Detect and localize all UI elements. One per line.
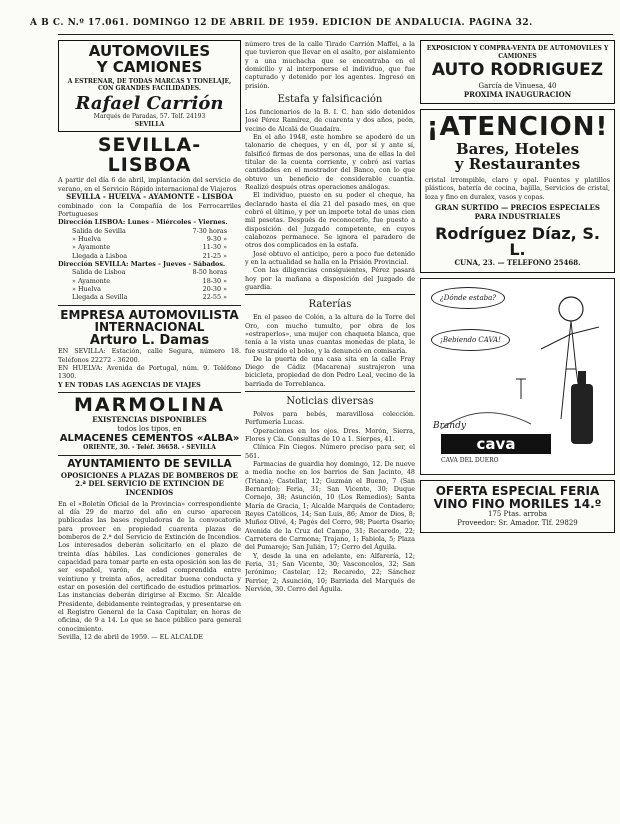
ad-damas-name: Arturo L. Damas <box>89 332 210 348</box>
ad-marmolina-title: MARMOLINA <box>73 394 226 417</box>
ad-atencion-title: ¡ATENCION! <box>426 112 609 143</box>
ad-rodriguez-note: PROXIMA INAUGURACION <box>463 89 572 99</box>
ad-carrion-line1: AUTOMOVILES <box>88 42 211 60</box>
noticias-p4: Farmacias de guardia hoy domingo, 12. De nueve a media noche en los barrios de San Jacinto, 48 (Triana); Castellar, 12; Guzmán el Bueno, 7 (San Bernardo); Feria, 31; San Vicente, 30; Duque Cornejo, 38; Asunción, 10 (Los Remedios); Santa María de Gracia, 1; Alcalde Marqués de Contadero; Reyes Católicos, 14; San Luis, 86; Amor de Dios, 8; Muñoz Olivé, 4; Pagés del Corro, 98; Puerta Osario; Avenida de la Cruz del Campo, 31; Recaredo, 22; Carretera de Carmona; Trajano, 1; Fabiola, 5; Plaza del Pumarejo; San Julián, 17; Cerro del Águila. <box>245 460 415 552</box>
ad-moriles-prov: Proveedor: Sr. Amador. Tlf. 29829 <box>457 518 578 527</box>
cava-brandy-label: Brandy <box>433 420 466 431</box>
schedule-row: » Ayamonte 11-30 » <box>72 243 227 252</box>
ad-moriles <box>420 480 615 533</box>
raterias-p1: En el paseo de Colón, a la altura de la Torre del Oro, con mucho tumulto, por obra de los «estraperlos», una mujer con chaqueta blanca, que tenía a la vista unas cuantas monedas de plata, le fue sustraído el bolso, y la denunció en comisaría. <box>245 313 415 355</box>
ad-damas-p2: EN HUELVA: Avenida de Portugal, núm. 9. Teléfono 1300. <box>58 364 241 381</box>
ad-marmolina-sub2: todos los tipos, en <box>117 424 182 433</box>
schedule-row: Salida de Sevilla 7-30 horas <box>72 226 227 235</box>
ad-rodriguez-addr: García de Vinuesa, 40 <box>478 81 557 90</box>
column-right <box>420 40 615 815</box>
ad-damas <box>58 309 241 389</box>
ad-atencion-addr: CUNA, 23. — TELEFONO 25468. <box>454 258 581 268</box>
ad-atencion-l2: y Restaurantes <box>454 155 581 174</box>
divider <box>58 305 241 306</box>
ad-lisboa-p2: combinado con la Compañía de los Ferrocarriles Portugueses <box>58 201 241 218</box>
ad-lisboa-dir1: Dirección LISBOA: Lunes - Miércoles - Viernes. <box>58 218 228 227</box>
ad-auto-rodriguez <box>420 40 615 104</box>
header-rule <box>58 34 613 35</box>
ad-moriles-price: 175 Ptas. arroba <box>487 510 548 519</box>
ad-carrion-line2: Y CAMIONES <box>96 57 203 76</box>
ad-carrion-city: SEVILLA <box>134 120 165 128</box>
ad-marmolina <box>58 396 241 451</box>
ad-atencion-body: cristal irrompible, claro y opal. Fuentes y platillos plásticos, batería de cocina, bajilla, Servicios de cristal, loza y fino en duralex, vasos y copas. <box>425 176 610 201</box>
ayto-subtitle: OPOSICIONES A PLAZAS DE BOMBEROS DE 2.ª DEL SERVICIO DE EXTINCION DE INCENDIOS <box>60 470 239 498</box>
cava-maker: CAVA DEL DUERO <box>441 456 499 464</box>
noticias-p1: Polvos para bebés, maravillosa colección. Perfumería Lucas. <box>245 410 415 427</box>
noticias-p2: Operaciones en los ojos. Dres. Morón, Sierra, Flores y Cía. Consultas de 10 a 1. Sierpes, 41. <box>245 426 415 444</box>
schedule-row: Llegada a Lisboa 21-25 » <box>72 251 227 260</box>
ad-cava-illustration <box>420 278 615 475</box>
ad-atencion <box>420 109 615 273</box>
estafa-p4: José obtuvo el anticipo, pero a poco fue detenido y en la actualidad se halla en la Prisión Provincial. <box>245 249 415 266</box>
estafa-p3: El individuo, puesto en su poder el cheque, ha declarado hasta el día 21 del pasado mes, en que cobró el último, y por un importe total de unas cien mil pesetas. Después de reconocerlo, fue puesto a disposición del Juzgado competente, en cuyos calabozos permanece. Se ignora el paradero de otros dos complicados en la estafa. <box>245 191 415 250</box>
ayto-title: AYUNTAMIENTO DE SEVILLA <box>67 457 232 470</box>
ayto-body: En el «Boletín Oficial de la Provincia» correspondiente al día 29 de marzo del año en curso aparecen publicadas las bases reguladoras de la convocatoria para proveer en propiedad cuarenta plazas de bomberos de 2.ª del Servicio de Extinción de Incendios. Los interesados deberán solicitarlo en el plazo de treinta días hábiles. Las condiciones generales de capacidad para tomar parte en esta oposición son las de ser español, varón, de edad comprendida entre veintiuno y treinta años, acreditar buena conducta y estar en posesión del certificado de estudios primarios. Las instancias deberán dirigirse al Excmo. Sr. Alcalde Presidente, debidamente reintegradas, y presentarse en el Registro General de la Casa Capitular, en horas de oficina, de 9 a 14. Lo que se hace público para general conocimiento. <box>58 499 241 633</box>
schedule-row: » Huelva 9-30 » <box>72 234 227 243</box>
ayto-sign: Sevilla, 12 de abril de 1959. — EL ALCALDE <box>58 633 203 642</box>
ad-carrion-addr: Marqués de Paradas, 57. Telf. 24193 <box>93 113 206 121</box>
heading-noticias: Noticias diversas <box>286 396 374 408</box>
ad-lisboa-dir2: Dirección SEVILLA: Martes - Jueves - Sábados. <box>58 259 226 268</box>
ad-marmolina-sub1: EXISTENCIAS DISPONIBLES <box>92 415 207 425</box>
estafa-p5: Con las diligencias consiguientes, Pérez pasará hoy por la mañana a disposición del Juzgado de guardia. <box>245 266 415 291</box>
ad-moriles-l1: OFERTA ESPECIAL FERIA <box>435 483 600 498</box>
page-header: A B C. N.º 17.061. DOMINGO 12 DE ABRIL DE 1959. EDICION DE ANDALUCIA. PAGINA 32. <box>30 18 533 28</box>
ad-lisboa-p1: A partir del día 6 de abril, implantación del servicio de verano, en el Servicio Rápido internacional de Viajeros <box>58 176 241 193</box>
divider <box>245 391 415 392</box>
ad-moriles-l2: VINO FINO MORILES 14.º <box>433 496 602 511</box>
ad-lisboa-title: SEVILLA-LISBOA <box>97 134 202 177</box>
cava-logo: cava <box>441 434 551 454</box>
noticias-p5: Y, desde la una en adelante, en: Alfarería, 12; Feria, 31; San Vicente, 30; Vasconcelos, 32; San Jerónimo; Castelar, 12; Recaredo, 22; Sánchez Perrier, 2; Asunción, 10; Barriada del Marqués de Nervión, 30. Cerro del Águila. <box>245 551 415 594</box>
ad-atencion-l1: Bares, Hoteles <box>455 139 580 158</box>
ad-damas-p3: Y EN TODAS LAS AGENCIAS DE VIAJES <box>58 380 201 389</box>
ad-carrion <box>58 40 241 132</box>
divider <box>58 392 241 393</box>
ad-atencion-name: Rodríguez Díaz, S. L. <box>435 223 600 260</box>
ayto-notice <box>58 459 241 642</box>
raterias-p2: De la puerta de una casa sita en la calle Fray Diego de Cádiz (Macarena) sustrajeron una bicicleta, propiedad de don Pedro Leal, vecino de la barriada de Torreblanca. <box>245 354 415 388</box>
schedule-row: » Huelva 20-30 » <box>72 284 227 293</box>
estafa-p2: En el año 1948, este hombre se apoderó de un talonario de cheques, y en él, por sí y ante sí, falsificó firmas de dos personas, una de ellas la del titular de la cuenta corriente, y cobró así varias cantidades en el mostrador del Banco, con lo que obtuvo un beneficio de considerable cuantía. Realizó después otras operaciones análogas. <box>245 132 415 191</box>
cava-speech-answer: ¡Bebiendo CAVA! <box>431 329 510 351</box>
ad-marmolina-addr: ORIENTE, 30. - Teléf. 36658. - SEVILLA <box>83 444 216 452</box>
ad-atencion-gran: GRAN SURTIDO — PRECIOS ESPECIALES PARA INDUSTRIALES <box>435 203 600 221</box>
divider <box>245 294 415 295</box>
ad-damas-line2: INTERNACIONAL <box>94 320 205 335</box>
column-left <box>58 40 241 815</box>
noticias-p3: Clínica Fin Ciegos. Número preciso para ser, el 561. <box>245 443 415 460</box>
ad-carrion-sub: A ESTRENAR, DE TODAS MARCAS Y TONELAJE, CON GRANDES FACILIDADES. <box>67 77 232 92</box>
ad-damas-line1: EMPRESA AUTOMOVILISTA <box>60 307 239 322</box>
ad-lisboa-route: SEVILLA - HUELVA - AYAMONTE - LISBOA <box>66 191 233 201</box>
divider <box>58 455 241 456</box>
column-middle <box>245 40 415 815</box>
ad-damas-p1: EN SEVILLA: Estación, calle Segura, número 18. Teléfonos 22272 - 36200. <box>58 347 241 364</box>
ad-rodriguez-name: AUTO RODRIGUEZ <box>431 60 604 80</box>
ad-carrion-name: Rafael Carrión <box>75 92 224 114</box>
ad-marmolina-store: ALMACENES CEMENTOS «ALBA» <box>59 432 240 444</box>
estafa-p1: Los funcionarios de la B. I. C. han sido detenidos José Pérez Ramírez, de cuarenta y dos años, peón, vecino de Alcalá de Guadaíra. <box>245 107 415 133</box>
schedule-row: » Ayamonte 18-30 » <box>72 276 227 285</box>
schedule-row: Salida de Lisboa 8-50 horas <box>72 268 227 277</box>
cava-speech-question: ¿Dónde estaba? <box>431 287 505 309</box>
heading-estafa: Estafa y falsificación <box>277 93 383 105</box>
ad-rodriguez-top: EXPOSICION Y COMPRA-VENTA DE AUTOMOVILES Y CAMIONES <box>426 45 609 60</box>
heading-raterias: Raterías <box>308 299 352 311</box>
schedule-row: Llegada a Sevilla 22-55 » <box>72 293 227 302</box>
ad-lisboa <box>58 136 241 301</box>
news-intro: número tres de la calle Tirado Carrión Maffei, a la que tuvieron que llevar en el asalto, por aislamiento y a una muchacha que se encontraba en el domicilio y al interponerse el individuo, que fue capturado y detenido por los agentes. Ingresó en prisión. <box>245 40 415 90</box>
